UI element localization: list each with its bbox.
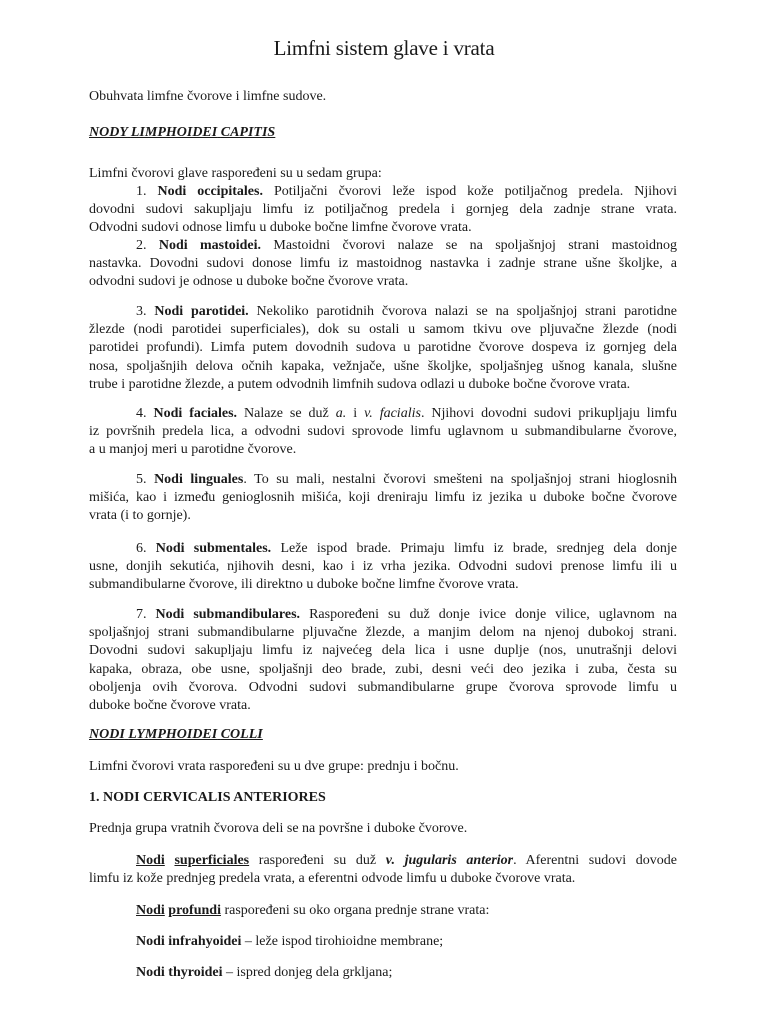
section-lead-colli: Limfni čvorovi vrata raspoređeni su u dve grupe: prednju i bočnu. xyxy=(89,759,459,774)
paragraph-infrahyoidei: Nodi infrahyoidei – leže ispod tirohioidne membrane; xyxy=(136,934,444,949)
list-item-mastoidei: 2. Nodi mastoidei. Mastoidni čvorovi nalaze se na spoljašnjoj strani mastoidnog nastavka. Dovodni sudovi donose limfu iz mastoidnog nastavka i zadnje strane ušne školjke, a odvodni sudovi je odnose u duboke bočne čvorove vrata. xyxy=(89,238,678,290)
subsection-heading-anteriores: 1. NODI CERVICALIS ANTERIORES xyxy=(89,790,326,805)
paragraph-thyroidei: Nodi thyroidei – ispred donjeg dela grkljana; xyxy=(136,965,393,980)
paragraph-superficiales: Nodi superficiales raspoređeni su duž v. jugularis anterior. Aferentni sudovi dovode limfu iz kože prednjeg predela vrata, a eferentni odvode limfu u duboke čvorove vrata. xyxy=(89,853,678,887)
intro-text: Obuhvata limfne čvorove i limfne sudove. xyxy=(89,89,327,104)
list-item-parotidei: 3. Nodi parotidei. Nekoliko parotidnih čvorova nalazi se na spoljašnjoj strani parotidne žlezde (nodi parotidei superficiales), dok su ostali u samom tkivu ove pljuvačne žlezde (nodi parotidei profundi). Limfa putem dovodnih sudova u parotidne čvorove dospeva iz gornjeg dela nosa, spoljašnjih delova očnih kapaka, vežnjače, ušne školjke, spoljašnjeg ušnog kanala, slušne trube i parotidne žlezde, a putem odvodnih limfnih sudova odlazi u duboke bočne čvorove vrata. xyxy=(89,304,678,392)
subsection-lead-anteriores: Prednja grupa vratnih čvorova deli se na površne i duboke čvorove. xyxy=(89,821,468,836)
list-item-submandibulares: 7. Nodi submandibulares. Raspoređeni su duž donje ivice donje vilice, uglavnom na spoljašnjoj strani submandibularne pljuvačne žlezde, a manjim delom na njenoj dubokoj strani. Dovodni sudovi sakupljaju limfu iz najvećeg dela lica i usne duplje (nos, unutrašnji delovi kapaka, obraza, obe usne, spoljašnji deo brade, zubi, desni veći deo jezika i zuba, česta su oboljenja ovih čvorova. Odvodni sudovi submandibularne grupe čvorova sprovode limfu u duboke bočne čvorove vrata. xyxy=(89,607,678,714)
page-title: Limfni sistem glave i vrata xyxy=(273,36,495,60)
section-lead-capitis: Limfni čvorovi glave raspoređeni su u sedam grupa: xyxy=(89,166,382,181)
list-item-linguales: 5. Nodi linguales. To su mali, nestalni čvorovi smešteni na spoljašnjoj strani hioglosnih mišića, kao i između genioglosnih mišića, koji dreniraju limfu iz jezika u duboke bočne čvorove vrata (i to gornje). xyxy=(89,472,677,524)
list-item-occipitales: 1. Nodi occipitales. Potiljačni čvorovi leže ispod kože potiljačnog predela. Njihovi dovodni sudovi sakupljaju limfu iz potiljačnog predela i gornjeg dela zadnje strane vrata. Odvodni sudovi odnose limfu u duboke bočne limfne čvorove vrata. xyxy=(89,184,678,236)
list-item-faciales: 4. Nodi faciales. Nalaze se duž a. i v. facialis. Njihovi dovodni sudovi prikupljaju limfu iz površnih predela lica, a odvodni sudovi sprovode limfu uglavnom u submandibularne čvorove, a u manjoj meri u parotidne čvorove. xyxy=(89,406,678,458)
section-heading-capitis: NODY LIMPHOIDEI CAPITIS xyxy=(89,125,276,140)
list-item-submentales: 6. Nodi submentales. Leže ispod brade. Primaju limfu iz brade, srednjeg dela donje usne, donjih sekutića, njihovih desni, kao i iz vrha jezika. Odvodni sudovi prenose limfu ili u submandibularne čvorove, ili direktno u duboke bočne limfne čvorove vrata. xyxy=(89,541,678,593)
section-heading-colli: NODI LYMPHOIDEI COLLI xyxy=(89,727,263,742)
paragraph-profundi: Nodi profundi raspoređeni su oko organa prednje strane vrata: xyxy=(136,903,490,918)
